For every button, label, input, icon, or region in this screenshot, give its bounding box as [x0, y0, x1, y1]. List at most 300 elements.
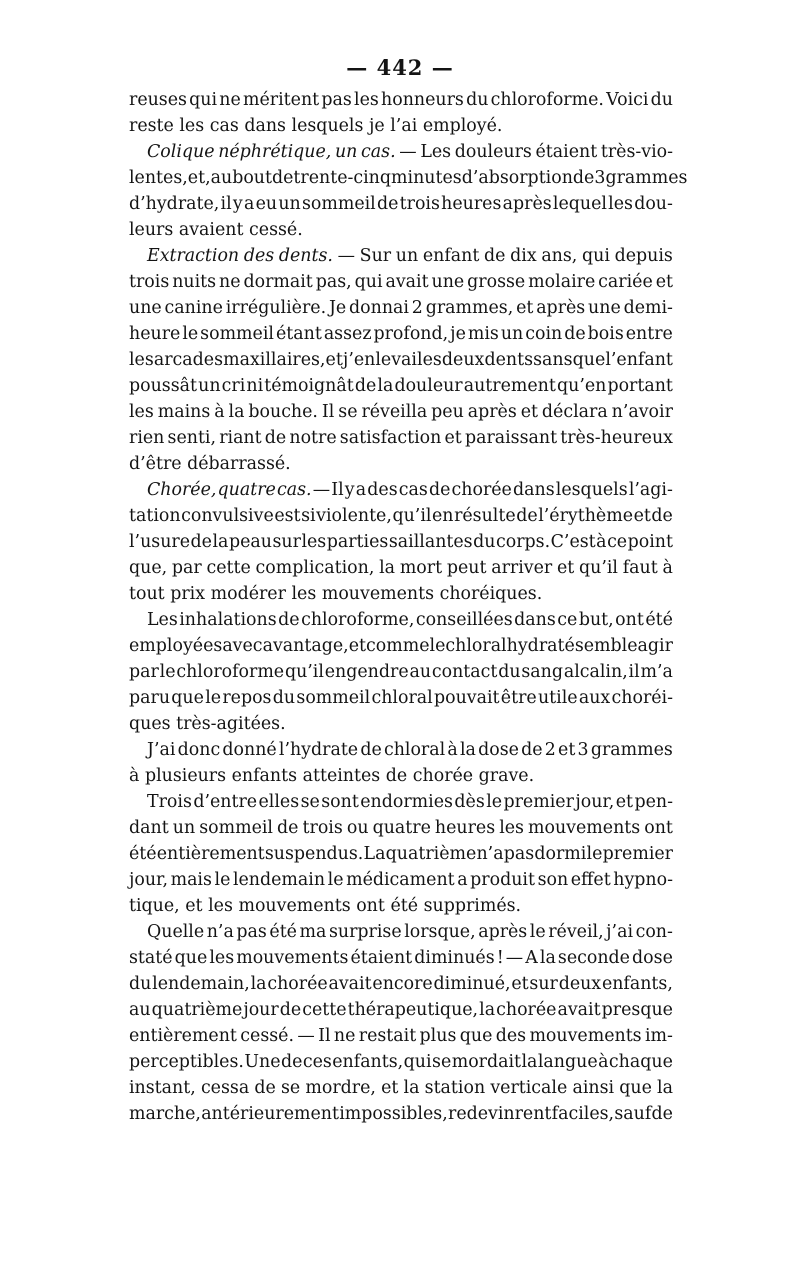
word: de: [190, 532, 212, 552]
word: autrement: [463, 376, 556, 396]
word: seconde: [557, 948, 630, 968]
word: comme: [366, 636, 430, 656]
word: et: [348, 636, 366, 656]
word: sauf: [614, 1104, 652, 1124]
word: de: [572, 168, 595, 188]
word: et: [381, 1078, 399, 1098]
word: je: [368, 116, 385, 136]
word: par: [171, 558, 202, 578]
word: grammes,: [425, 298, 514, 318]
text-line: [129, 1049, 673, 1075]
word: notre: [289, 428, 337, 448]
word: heures: [441, 194, 502, 214]
word: ont: [356, 896, 385, 916]
word: atteintes: [302, 766, 381, 786]
word: y: [232, 194, 243, 214]
word: mouvements: [236, 948, 349, 968]
word: hypno-: [613, 870, 673, 890]
word: du: [650, 90, 673, 110]
text-line: [129, 789, 673, 815]
word: a: [355, 480, 367, 500]
word: Colique: [147, 142, 215, 162]
word: choréi-: [611, 688, 673, 708]
word: peu: [431, 402, 464, 422]
word: cas: [209, 116, 239, 136]
word: —: [312, 480, 331, 500]
word: été: [129, 844, 157, 864]
word: le: [586, 844, 603, 864]
word: ces: [302, 1052, 332, 1072]
word: ce: [607, 532, 628, 552]
word: un: [334, 142, 358, 162]
body-text: [129, 87, 688, 1127]
word: la: [539, 948, 556, 968]
word: et: [633, 506, 651, 526]
word: les: [499, 818, 524, 838]
word: chloral: [371, 688, 433, 708]
word: de: [280, 1052, 303, 1072]
word: de: [376, 194, 399, 214]
word: mouvements: [529, 1026, 642, 1046]
word: choréiques.: [439, 584, 543, 604]
word: modérer: [210, 584, 286, 604]
word: par: [129, 662, 159, 682]
text-line: [129, 503, 673, 529]
word: minutes: [391, 168, 462, 188]
word: j’ai: [606, 922, 634, 942]
word: quatre: [372, 818, 431, 838]
word: bouche.: [248, 402, 318, 422]
word: le: [529, 922, 546, 942]
word: qu’il: [392, 506, 432, 526]
word: chaque: [608, 1052, 673, 1072]
text-line: [129, 113, 673, 139]
word: mis: [467, 324, 499, 344]
word: entièrement: [156, 844, 265, 864]
word: sommeil: [199, 818, 273, 838]
word: grammes: [605, 168, 688, 188]
word: des: [243, 246, 275, 266]
text-line: [129, 1023, 673, 1049]
word: employées: [129, 636, 223, 656]
word: à: [596, 532, 607, 552]
word: poussât: [129, 376, 198, 396]
word: point: [627, 532, 673, 552]
word: enfants,: [601, 974, 673, 994]
word: irrégulière.: [225, 298, 327, 318]
word: de: [484, 246, 506, 266]
word: Trois: [147, 792, 192, 812]
text-line: [129, 997, 673, 1023]
word: et: [615, 792, 634, 812]
word: grammes: [590, 740, 673, 760]
word: 3: [577, 740, 589, 760]
word: mouvements: [238, 896, 351, 916]
word: !: [496, 948, 504, 968]
word: de: [651, 1104, 673, 1124]
word: l’hydrate: [278, 740, 359, 760]
word: corps.: [495, 532, 551, 552]
word: station: [424, 1078, 486, 1098]
word: lentes,: [129, 168, 188, 188]
word: du: [129, 974, 152, 994]
word: heure: [129, 324, 181, 344]
word: chorée: [412, 766, 474, 786]
word: redevinrent: [448, 1104, 552, 1124]
word: cas: [398, 480, 428, 500]
word: l’enfant: [605, 350, 673, 370]
word: cette: [302, 1000, 347, 1020]
word: à: [214, 402, 225, 422]
word: depuis: [614, 246, 673, 266]
word: pas,: [315, 272, 352, 292]
word: ni: [246, 376, 264, 396]
word: la: [379, 558, 396, 578]
word: peau: [228, 532, 272, 552]
word: et,: [187, 168, 211, 188]
text-line: [129, 581, 673, 607]
word: les: [209, 948, 235, 968]
word: le: [159, 662, 176, 682]
word: de: [521, 740, 543, 760]
word: —: [297, 1026, 315, 1046]
word: mains: [157, 402, 211, 422]
word: que: [619, 1078, 652, 1098]
word: et: [185, 896, 203, 916]
word: premier: [503, 792, 574, 812]
word: les: [301, 532, 327, 552]
word: lendemain,: [152, 974, 250, 994]
word: sang: [521, 662, 563, 682]
word: cessa: [200, 1078, 250, 1098]
word: à: [598, 1052, 609, 1072]
word: 2: [544, 740, 556, 760]
word: la: [657, 1078, 673, 1098]
word: de: [264, 428, 287, 448]
word: avantage,: [262, 636, 349, 656]
text-line: [129, 425, 673, 451]
word: staté: [129, 948, 173, 968]
word: le: [214, 870, 231, 890]
word: témoignât: [264, 376, 354, 396]
word: paraissant: [464, 428, 558, 448]
word: bout: [232, 168, 272, 188]
word: mordait: [451, 1052, 522, 1072]
word: grosse: [467, 272, 526, 292]
text-line: [129, 243, 673, 269]
word: hydraté: [506, 636, 575, 656]
word: Il: [331, 480, 344, 500]
word: douleur: [394, 376, 463, 396]
text-line: [129, 1101, 673, 1127]
word: j’enlevai: [342, 350, 417, 370]
word: étaient: [350, 948, 413, 968]
word: un: [395, 246, 419, 266]
word: et: [511, 974, 529, 994]
word: donnai: [349, 298, 409, 318]
word: après: [478, 922, 528, 942]
word: si: [301, 506, 316, 526]
word: tout: [129, 584, 165, 604]
text-line: [129, 347, 673, 373]
word: reste: [129, 116, 174, 136]
word: elles: [258, 792, 300, 812]
word: dès: [454, 792, 485, 812]
word: douleurs: [454, 142, 532, 162]
word: ans,: [541, 246, 578, 266]
word: cariée: [598, 272, 653, 292]
word: faut: [622, 558, 658, 578]
word: la: [403, 1078, 420, 1098]
word: de: [278, 610, 300, 630]
word: Chorée,: [147, 480, 217, 500]
word: paru: [129, 688, 171, 708]
word: que: [572, 350, 606, 370]
text-line: [129, 971, 673, 997]
word: enfant: [422, 246, 480, 266]
word: lesquels: [555, 480, 628, 500]
word: a: [457, 870, 468, 890]
word: riant: [219, 428, 262, 448]
word: mouvements: [528, 818, 641, 838]
word: de: [385, 766, 408, 786]
word: l’ai: [390, 116, 418, 136]
word: jour: [243, 1000, 279, 1020]
word: qui: [354, 272, 383, 292]
word: jour,: [575, 792, 615, 812]
word: ou: [346, 818, 369, 838]
word: les: [179, 116, 205, 136]
word: de: [271, 168, 294, 188]
word: la: [377, 376, 394, 396]
word: du: [498, 662, 521, 682]
text-line: [129, 763, 673, 789]
word: 3: [594, 168, 606, 188]
word: chloroforme: [176, 662, 285, 682]
word: thérapeutique,: [347, 1000, 479, 1020]
word: qui: [403, 1052, 432, 1072]
word: tation: [129, 506, 181, 526]
text-line: [129, 893, 673, 919]
word: sommeil: [200, 324, 274, 344]
word: portant: [607, 376, 673, 396]
text-line: [129, 555, 673, 581]
word: deux: [441, 350, 485, 370]
word: la: [521, 1052, 538, 1072]
text-line: [129, 737, 673, 763]
word: les: [417, 350, 442, 370]
word: ma: [299, 922, 327, 942]
word: semble: [574, 636, 638, 656]
word: inhalations: [179, 610, 277, 630]
word: les: [129, 350, 154, 370]
word: l’agi-: [628, 480, 673, 500]
word: la: [228, 402, 245, 422]
word: avec: [222, 636, 263, 656]
word: surprise: [328, 922, 402, 942]
word: dans: [513, 480, 555, 500]
text-line: [129, 919, 673, 945]
word: chloral: [445, 636, 507, 656]
word: avait: [385, 272, 429, 292]
word: de: [277, 818, 299, 838]
word: suspendus.: [264, 844, 364, 864]
word: après: [502, 194, 552, 214]
word: chloroforme.: [490, 90, 604, 110]
word: que,: [129, 558, 168, 578]
word: débarrassé.: [187, 454, 291, 474]
word: et: [558, 740, 576, 760]
text-line: [129, 659, 673, 685]
word: résulte: [454, 506, 516, 526]
word: a: [243, 194, 255, 214]
word: cessé.: [240, 1026, 294, 1046]
word: engendre: [324, 662, 409, 682]
word: trois: [302, 818, 343, 838]
word: n’a: [476, 844, 504, 864]
word: ne: [219, 272, 241, 292]
word: dans: [514, 610, 556, 630]
word: ont: [644, 818, 673, 838]
word: la: [250, 974, 267, 994]
word: mort: [399, 558, 443, 578]
word: ne: [219, 90, 241, 110]
word: nuits: [172, 272, 217, 292]
word: avait: [328, 974, 372, 994]
word: sommeil: [301, 194, 376, 214]
word: langue: [537, 1052, 598, 1072]
word: 2: [411, 298, 423, 318]
word: une: [431, 272, 465, 292]
word: marche,: [129, 1104, 201, 1124]
word: Les: [147, 610, 178, 630]
word: les: [291, 584, 317, 604]
word: un: [172, 818, 196, 838]
word: endormies: [360, 792, 453, 812]
word: il: [628, 662, 640, 682]
word: perceptibles.: [129, 1052, 244, 1072]
word: quatrième: [385, 844, 477, 864]
word: sur: [529, 974, 558, 994]
word: entre: [625, 324, 673, 344]
text-line: [129, 633, 673, 659]
word: dents.: [278, 246, 333, 266]
word: des: [495, 1026, 527, 1046]
word: le: [486, 792, 503, 812]
word: qu’en: [556, 376, 607, 396]
text-line: [129, 815, 673, 841]
word: la: [459, 740, 476, 760]
word: bois: [587, 324, 624, 344]
word: heures: [434, 818, 496, 838]
word: la: [212, 532, 229, 552]
word: grave.: [478, 766, 535, 786]
word: profond,: [373, 324, 449, 344]
word: diminués: [414, 948, 495, 968]
text-line: [129, 217, 673, 243]
word: complication,: [255, 558, 375, 578]
word: agir: [637, 636, 673, 656]
word: sur: [272, 532, 301, 552]
word: m’a: [640, 662, 673, 682]
word: très-agitées.: [176, 714, 286, 734]
word: que: [171, 688, 204, 708]
word: son: [537, 870, 569, 890]
word: se: [300, 792, 320, 812]
word: et: [444, 428, 462, 448]
word: Extraction: [147, 246, 240, 266]
word: lesquels: [291, 116, 364, 136]
word: après: [536, 298, 586, 318]
word: et: [655, 272, 673, 292]
word: violente,: [316, 506, 392, 526]
word: été: [390, 896, 419, 916]
word: senti,: [167, 428, 217, 448]
word: les: [208, 896, 233, 916]
word: faciles,: [551, 1104, 615, 1124]
word: se: [338, 402, 358, 422]
text-line: [129, 685, 673, 711]
word: le: [205, 688, 222, 708]
word: avaient: [178, 220, 244, 240]
word: étant: [275, 324, 322, 344]
word: donc: [177, 740, 221, 760]
text-line: [129, 139, 673, 165]
word: très-heureux: [560, 428, 673, 448]
word: qu’il: [578, 558, 618, 578]
word: A: [525, 948, 538, 968]
word: les: [608, 194, 633, 214]
word: mordre,: [305, 1078, 376, 1098]
text-line: [129, 399, 673, 425]
word: se: [432, 1052, 452, 1072]
word: à: [447, 740, 458, 760]
word: été: [269, 922, 297, 942]
word: peut: [446, 558, 487, 578]
word: avait: [557, 1000, 601, 1020]
word: de: [279, 1000, 302, 1020]
word: Je: [328, 298, 347, 318]
word: au: [409, 662, 432, 682]
word: chloroforme,: [301, 610, 415, 630]
word: cette: [206, 558, 251, 578]
word: réveilla: [361, 402, 428, 422]
word: ne: [333, 1026, 356, 1046]
word: mouvements: [321, 584, 435, 604]
word: un: [278, 194, 301, 214]
word: les: [129, 402, 154, 422]
word: au: [210, 168, 233, 188]
word: le: [182, 324, 199, 344]
word: rien: [129, 428, 165, 448]
word: cri: [221, 376, 246, 396]
word: impossibles,: [339, 1104, 448, 1124]
word: cas.: [276, 480, 312, 500]
word: de: [360, 740, 382, 760]
word: trois: [399, 194, 440, 214]
word: lequel: [552, 194, 607, 214]
word: et: [325, 350, 343, 370]
word: qu’il: [284, 662, 324, 682]
word: saillantes: [388, 532, 473, 552]
word: presque: [601, 1000, 673, 1020]
word: mais: [170, 870, 212, 890]
word: Les: [420, 142, 452, 162]
word: arcades: [153, 350, 224, 370]
word: encore: [372, 974, 433, 994]
word: arriver: [491, 558, 553, 578]
word: leurs: [129, 220, 174, 240]
